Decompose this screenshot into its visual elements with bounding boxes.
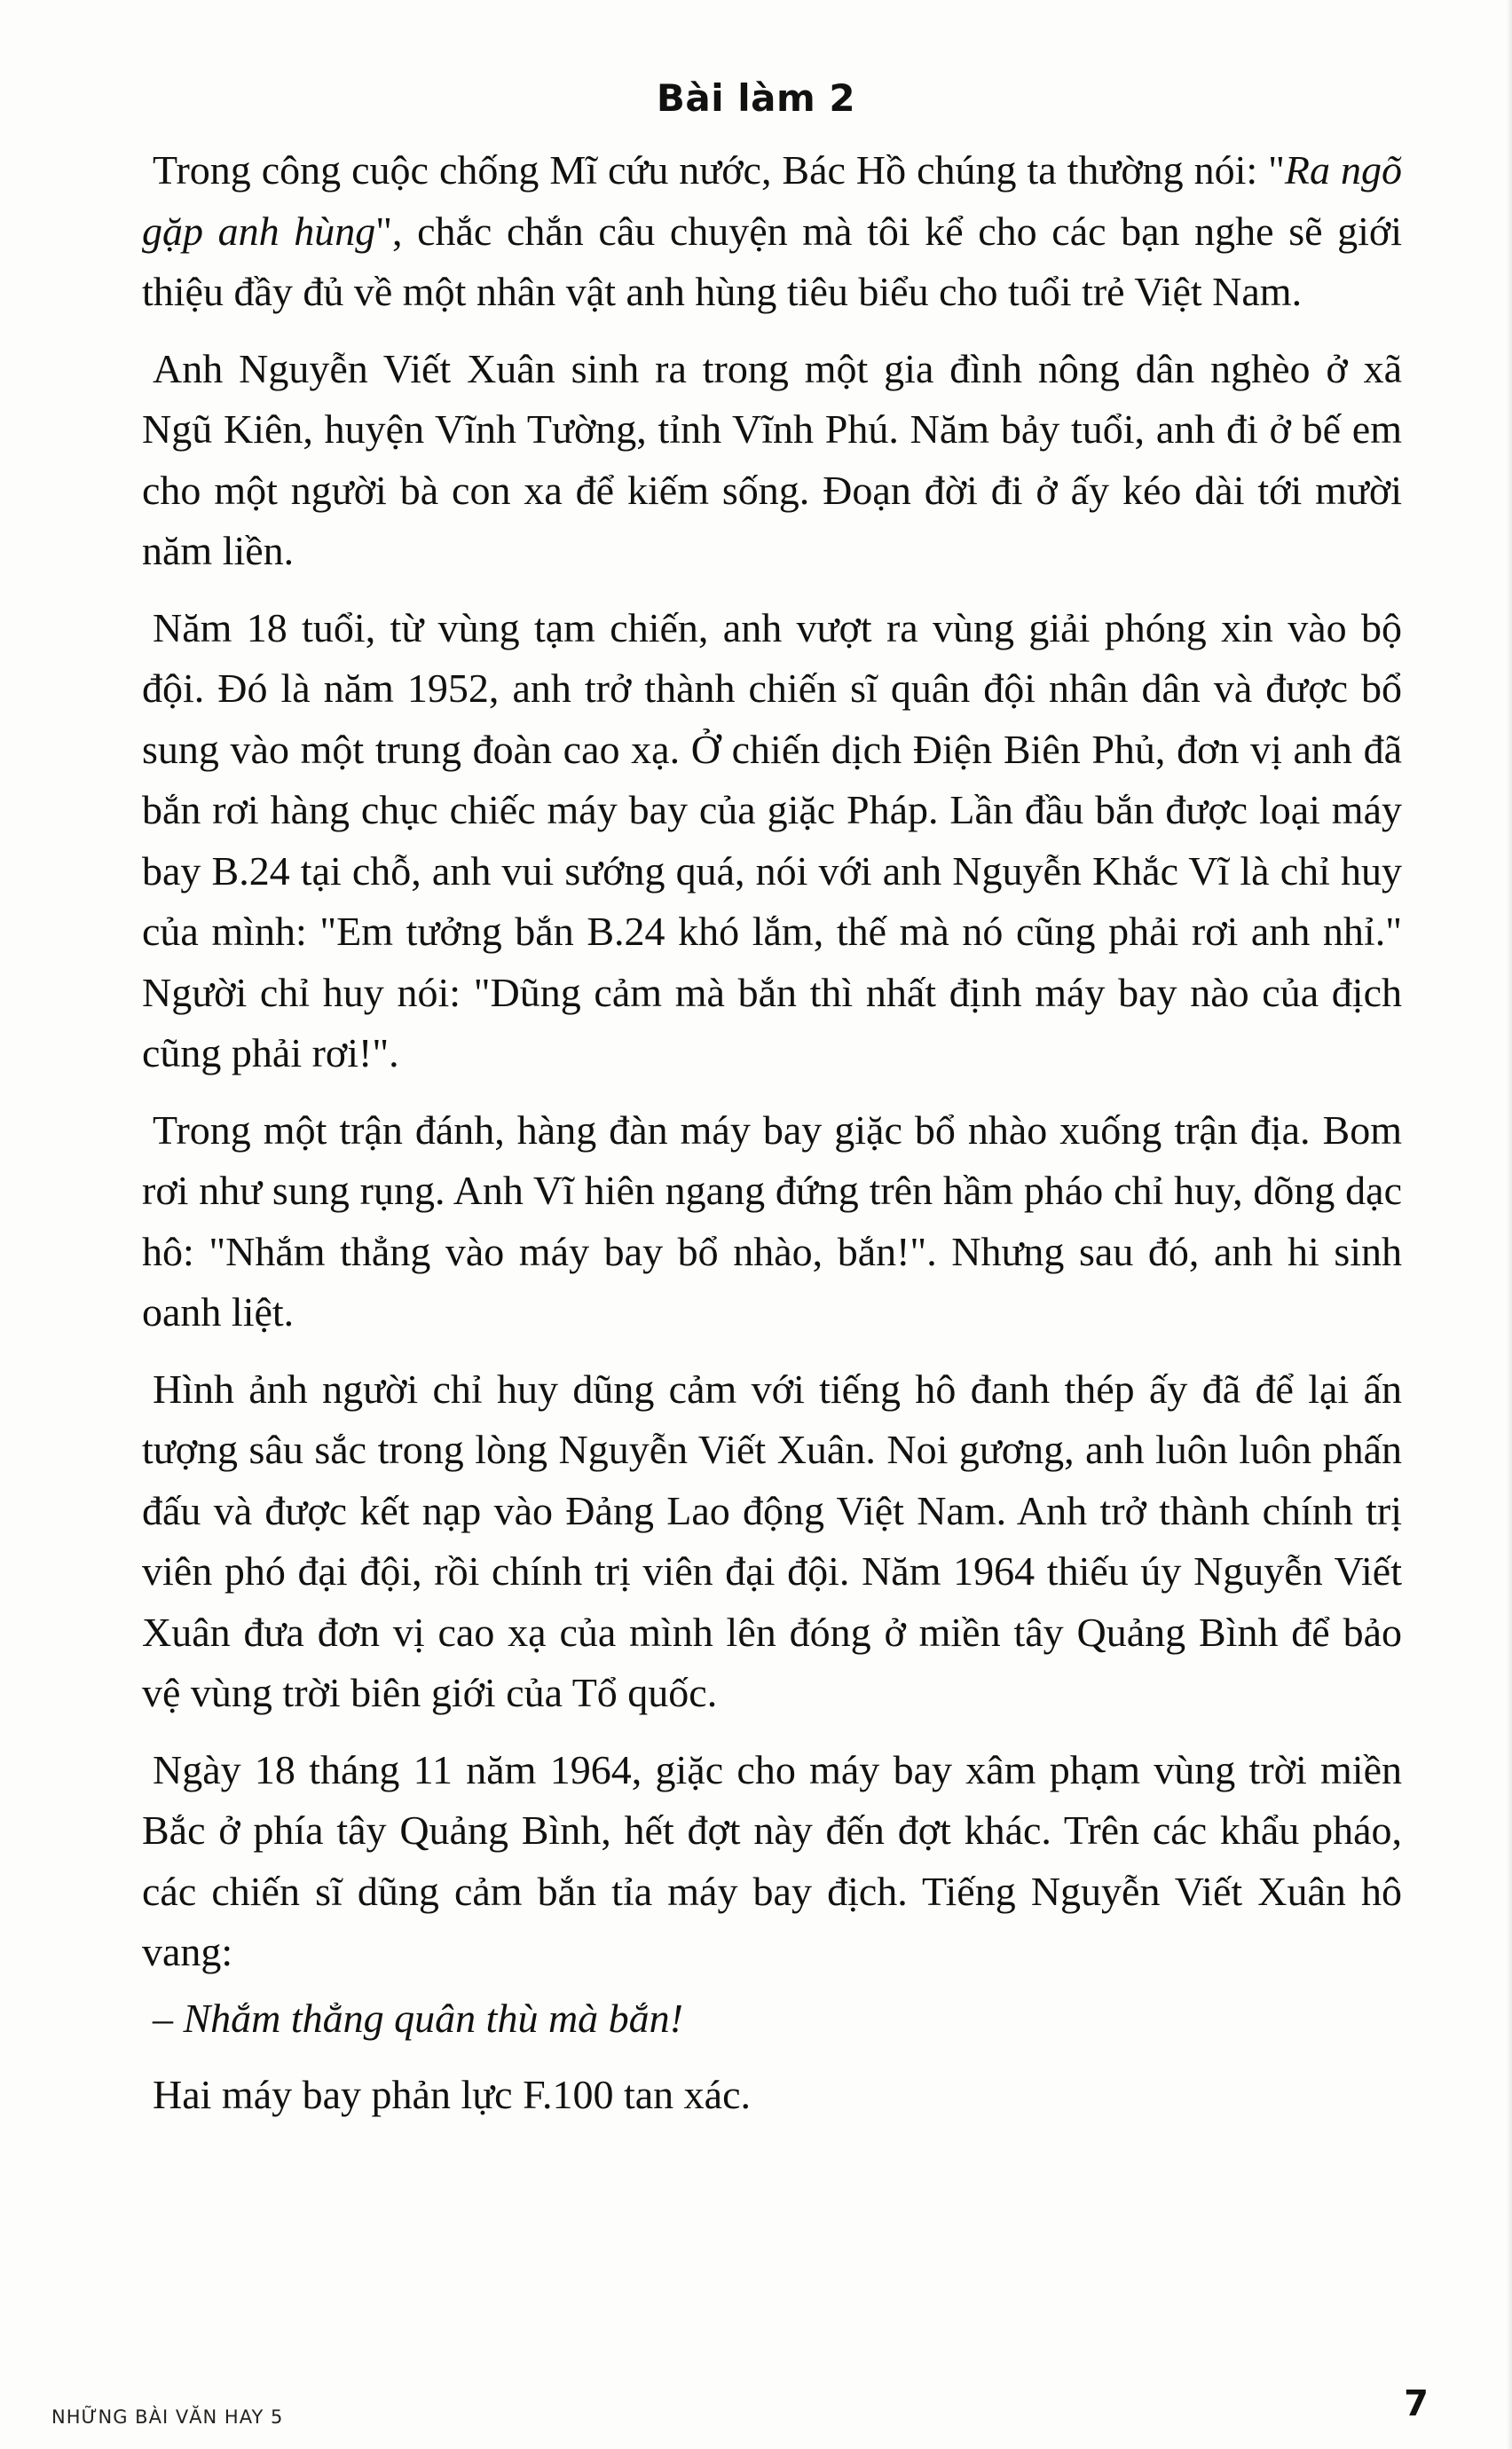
paragraph-1-end: ", chắc chắn câu chuyện mà tôi kể cho các bạn nghe sẽ giới thiệu đầy đủ về một nhân vật anh hùng tiêu biểu cho tuổi trẻ Việt Nam. [142,208,1402,314]
paragraph-6: Ngày 18 tháng 11 năm 1964, giặc cho máy bay xâm phạm vùng trời miền Bắc ở phía tây Quảng Bình, hết đợt này đến đợt khác. Trên các khẩu pháo, các chiến sĩ dũng cảm bắn tỉa máy bay địch. Tiếng Nguyễn Viết Xuân hô vang: [142,1746,1402,1974]
paragraph-1-start: Trong công cuộc chống Mĩ cứu nước, Bác Hồ chúng ta thường nói: " [153,147,1285,193]
page-edge-shadow [1507,0,1512,2449]
paragraph-5: Hình ảnh người chỉ huy dũng cảm với tiếng hô đanh thép ấy đã để lại ấn tượng sâu sắc trong lòng Nguyễn Viết Xuân. Noi gương, anh luôn luôn phấn đấu và được kết nạp vào Đảng Lao động Việt Nam. Anh trở thành chính trị viên phó đại đội, rồi chính trị viên đại đội. Năm 1964 thiếu úy Nguyễn Viết Xuân đưa đơn vị cao xạ của mình lên đóng ở miền tây Quảng Bình để bảo vệ vùng trời biên giới của Tổ quốc. [142,1366,1402,1715]
paragraph-1 [142,140,1402,323]
book-title-footer: NHỮNG BÀI VĂN HAY 5 [51,2406,284,2428]
paragraph-4: Trong một trận đánh, hàng đàn máy bay giặc bổ nhào xuống trận địa. Bom rơi như sung rụng. Anh Vĩ hiên ngang đứng trên hầm pháo chỉ huy, dõng dạc hô: "Nhắm thẳng vào máy bay bổ nhào, bắn!". Nhưng sau đó, anh hi sinh oanh liệt. [142,1106,1402,1335]
quote-dash: – [153,1995,184,2041]
paragraph-2: Anh Nguyễn Viết Xuân sinh ra trong một gia đình nông dân nghèo ở xã Ngũ Kiên, huyện Vĩnh Tường, tỉnh Vĩnh Phú. Năm bảy tuổi, anh đi ở bế em cho một người bà con xa để kiếm sống. Đoạn đời đi ở ấy kéo dài tới mười năm liền. [142,345,1402,573]
paragraph-3: Năm 18 tuổi, từ vùng tạm chiến, anh vượt ra vùng giải phóng xin vào bộ đội. Đó là năm 1952, anh trở thành chiến sĩ quân đội nhân dân và được bổ sung vào một trung đoàn cao xạ. Ở chiến dịch Điện Biên Phủ, đơn vị anh đã bắn rơi hàng chục chiếc máy bay của giặc Pháp. Lần đầu bắn được loại máy bay B.24 tại chỗ, anh vui sướng quá, nói với anh Nguyễn Khắc Vĩ là chỉ huy của mình: "Em tưởng bắn B.24 khó lắm, thế mà nó cũng phải rơi anh nhỉ." Người chỉ huy nói: "Dũng cảm mà bắn thì nhất định máy bay nào của địch cũng phải rơi!". [142,604,1402,1075]
page-number: 7 [1404,2383,1429,2424]
quote-text: Nhắm thẳng quân thù mà bắn! [183,1995,683,2041]
paragraph-7: Hai máy bay phản lực F.100 tan xác. [153,2072,752,2117]
quoted-saying: Ra ngõ gặp anh hùng [142,147,1402,254]
section-heading: Bài làm 2 [656,76,856,120]
essay-body [142,140,1402,2131]
quote-line [142,1988,1402,2050]
